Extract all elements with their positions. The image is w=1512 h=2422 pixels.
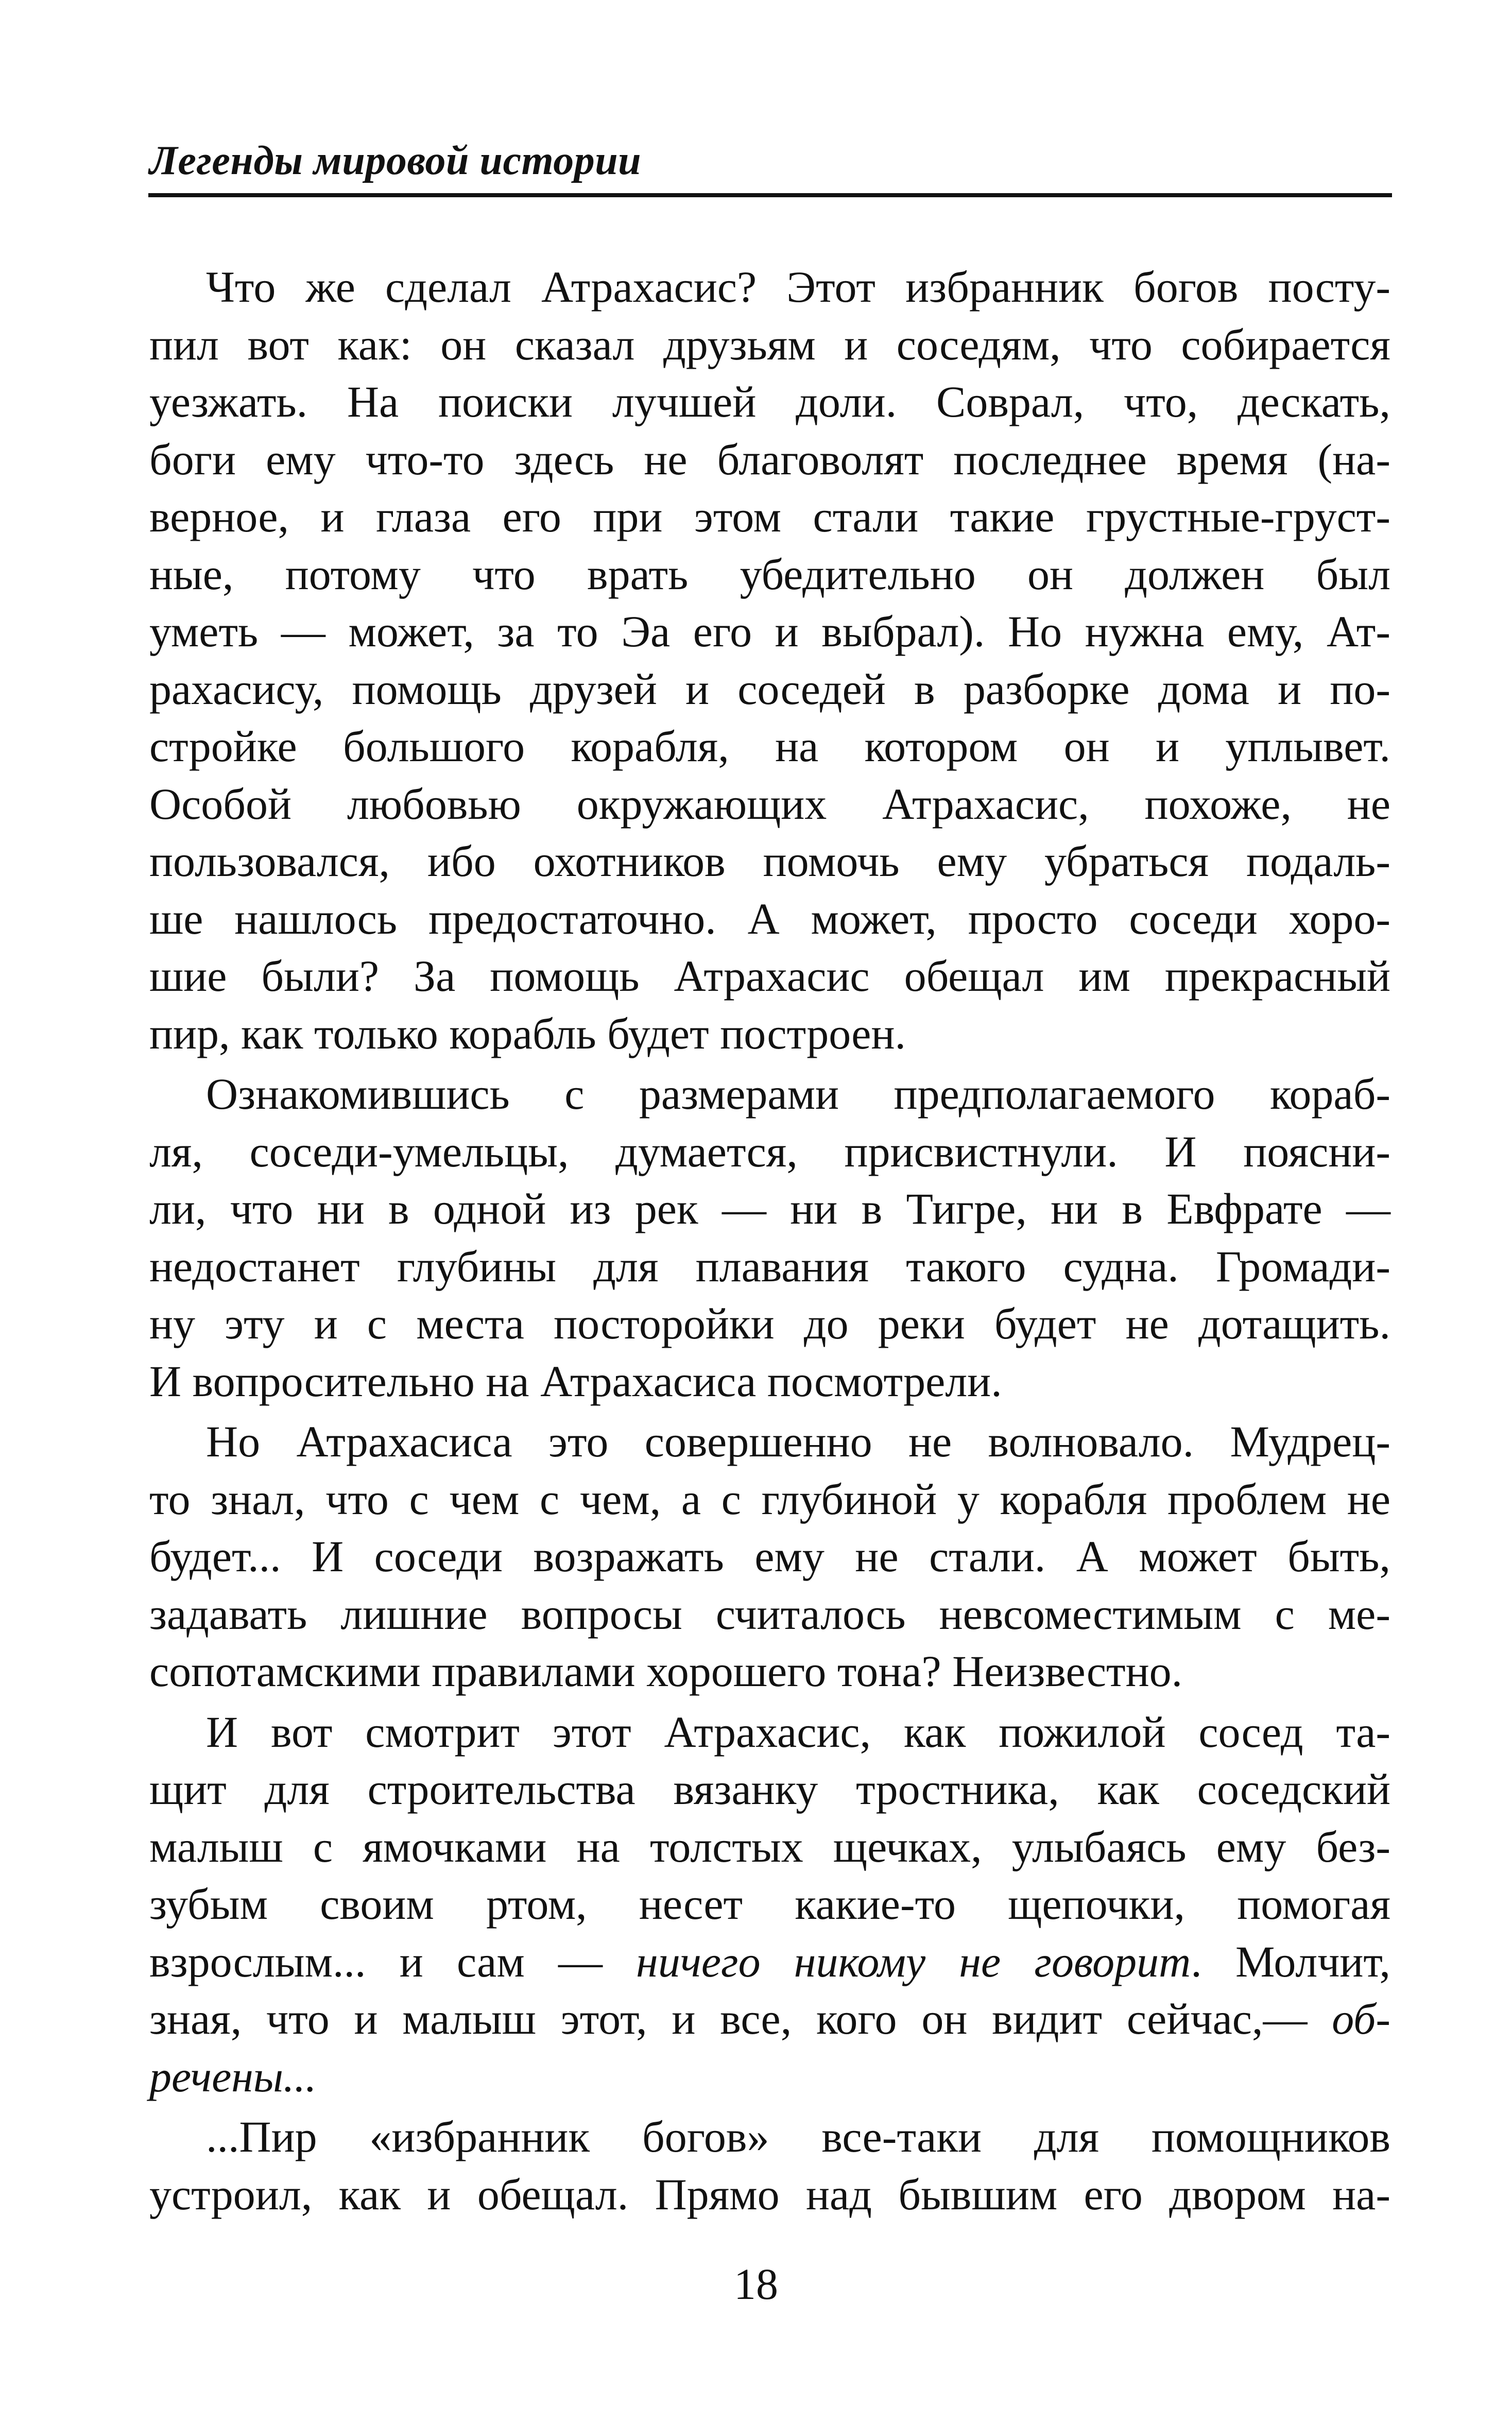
text-line: уезжать. На поиски лучшей доли. Соврал, что, дескать,	[149, 377, 1390, 426]
text-line: уметь — может, за то Эа его и выбрал). Но нужна ему, Ат-	[149, 607, 1390, 656]
text-run: взрослым... и сам —	[149, 1936, 637, 1986]
text-line: будет... И соседи возражать ему не стали. А может быть,	[149, 1532, 1390, 1581]
text-line: Особой любовью окружающих Атрахасис, похоже, не	[149, 779, 1390, 829]
text-run: зная, что и малыш этот, и все, кого он видит сейчас,—	[149, 1994, 1332, 2043]
body-text	[149, 259, 1390, 2223]
text-line: ные, потому что врать убедительно он должен был	[149, 549, 1390, 599]
paragraph-2	[149, 1066, 1390, 1410]
paragraph-5	[149, 2108, 1390, 2223]
text-line: боги ему что-то здесь не благоволят последнее время (на-	[149, 434, 1390, 484]
paragraph-4	[149, 1704, 1390, 2106]
text-line: Но Атрахасиса это совершенно не волновало. Мудрец-	[206, 1417, 1390, 1466]
text-line: ...Пир «избранник богов» все-таки для помощников	[206, 2112, 1390, 2161]
text-line: пользовался, ибо охотников помочь ему убраться подаль-	[149, 836, 1390, 886]
text-line: задавать лишние вопросы считалось невсоместимым с ме-	[149, 1589, 1390, 1639]
text-run: . Молчит,	[1191, 1936, 1391, 1986]
italic-run: об-	[1332, 1994, 1390, 2043]
text-line: пил вот как: он сказал друзьям и соседям, что собирается	[149, 319, 1390, 369]
text-line: И вопросительно на Атрахасиса посмотрели.	[149, 1356, 1002, 1406]
italic-run: речены...	[149, 2051, 317, 2101]
text-line: ше нашлось предостаточно. А может, просто соседи хоро-	[149, 894, 1390, 943]
paragraph-3	[149, 1413, 1390, 1700]
running-head: Легенды мировой истории	[149, 138, 642, 183]
text-line-mixed	[149, 1933, 1390, 1991]
text-line: ли, что ни в одной из рек — ни в Тигре, ни в Евфрате —	[149, 1184, 1390, 1233]
text-line: пир, как только корабль будет построен.	[149, 1008, 906, 1058]
text-line: Ознакомившись с размерами предполагаемого кораб-	[206, 1069, 1390, 1119]
text-line: зубым своим ртом, несет какие-то щепочки, помогая	[149, 1879, 1390, 1929]
italic-run: ничего никому не говорит	[636, 1936, 1191, 1986]
text-line: Что же сделал Атрахасис? Этот избранник богов посту-	[206, 262, 1390, 312]
header-rule	[148, 193, 1392, 197]
paragraph-1	[149, 259, 1390, 1062]
text-line: недостанет глубины для плавания такого судна. Громади-	[149, 1241, 1390, 1291]
text-line: стройке большого корабля, на котором он и уплывет.	[149, 722, 1390, 771]
text-line: щит для строительства вязанку тростника, как соседский	[149, 1764, 1390, 1814]
text-line-mixed	[149, 2048, 1390, 2106]
page-number: 18	[734, 2259, 778, 2309]
text-line: устроил, как и обещал. Прямо над бывшим его двором на-	[149, 2169, 1390, 2219]
text-line: ну эту и с места посторойки до реки будет не дотащить.	[149, 1299, 1390, 1348]
text-line: шие были? За помощь Атрахасис обещал им прекрасный	[149, 951, 1390, 1001]
text-line-mixed	[149, 1990, 1390, 2048]
text-line: рахасису, помощь друзей и соседей в разборке дома и по-	[149, 664, 1390, 714]
text-line: верное, и глаза его при этом стали такие грустные-груст-	[149, 492, 1390, 541]
text-line: ля, соседи-умельцы, думается, присвистнули. И поясни-	[149, 1126, 1390, 1176]
text-line: то знал, что с чем с чем, а с глубиной у корабля проблем не	[149, 1474, 1390, 1524]
text-line: малыш с ямочками на толстых щечках, улыбаясь ему без-	[149, 1822, 1390, 1871]
text-line: сопотамскими правилами хорошего тона? Неизвестно.	[149, 1646, 1183, 1696]
text-line: И вот смотрит этот Атрахасис, как пожилой сосед та-	[206, 1707, 1390, 1757]
